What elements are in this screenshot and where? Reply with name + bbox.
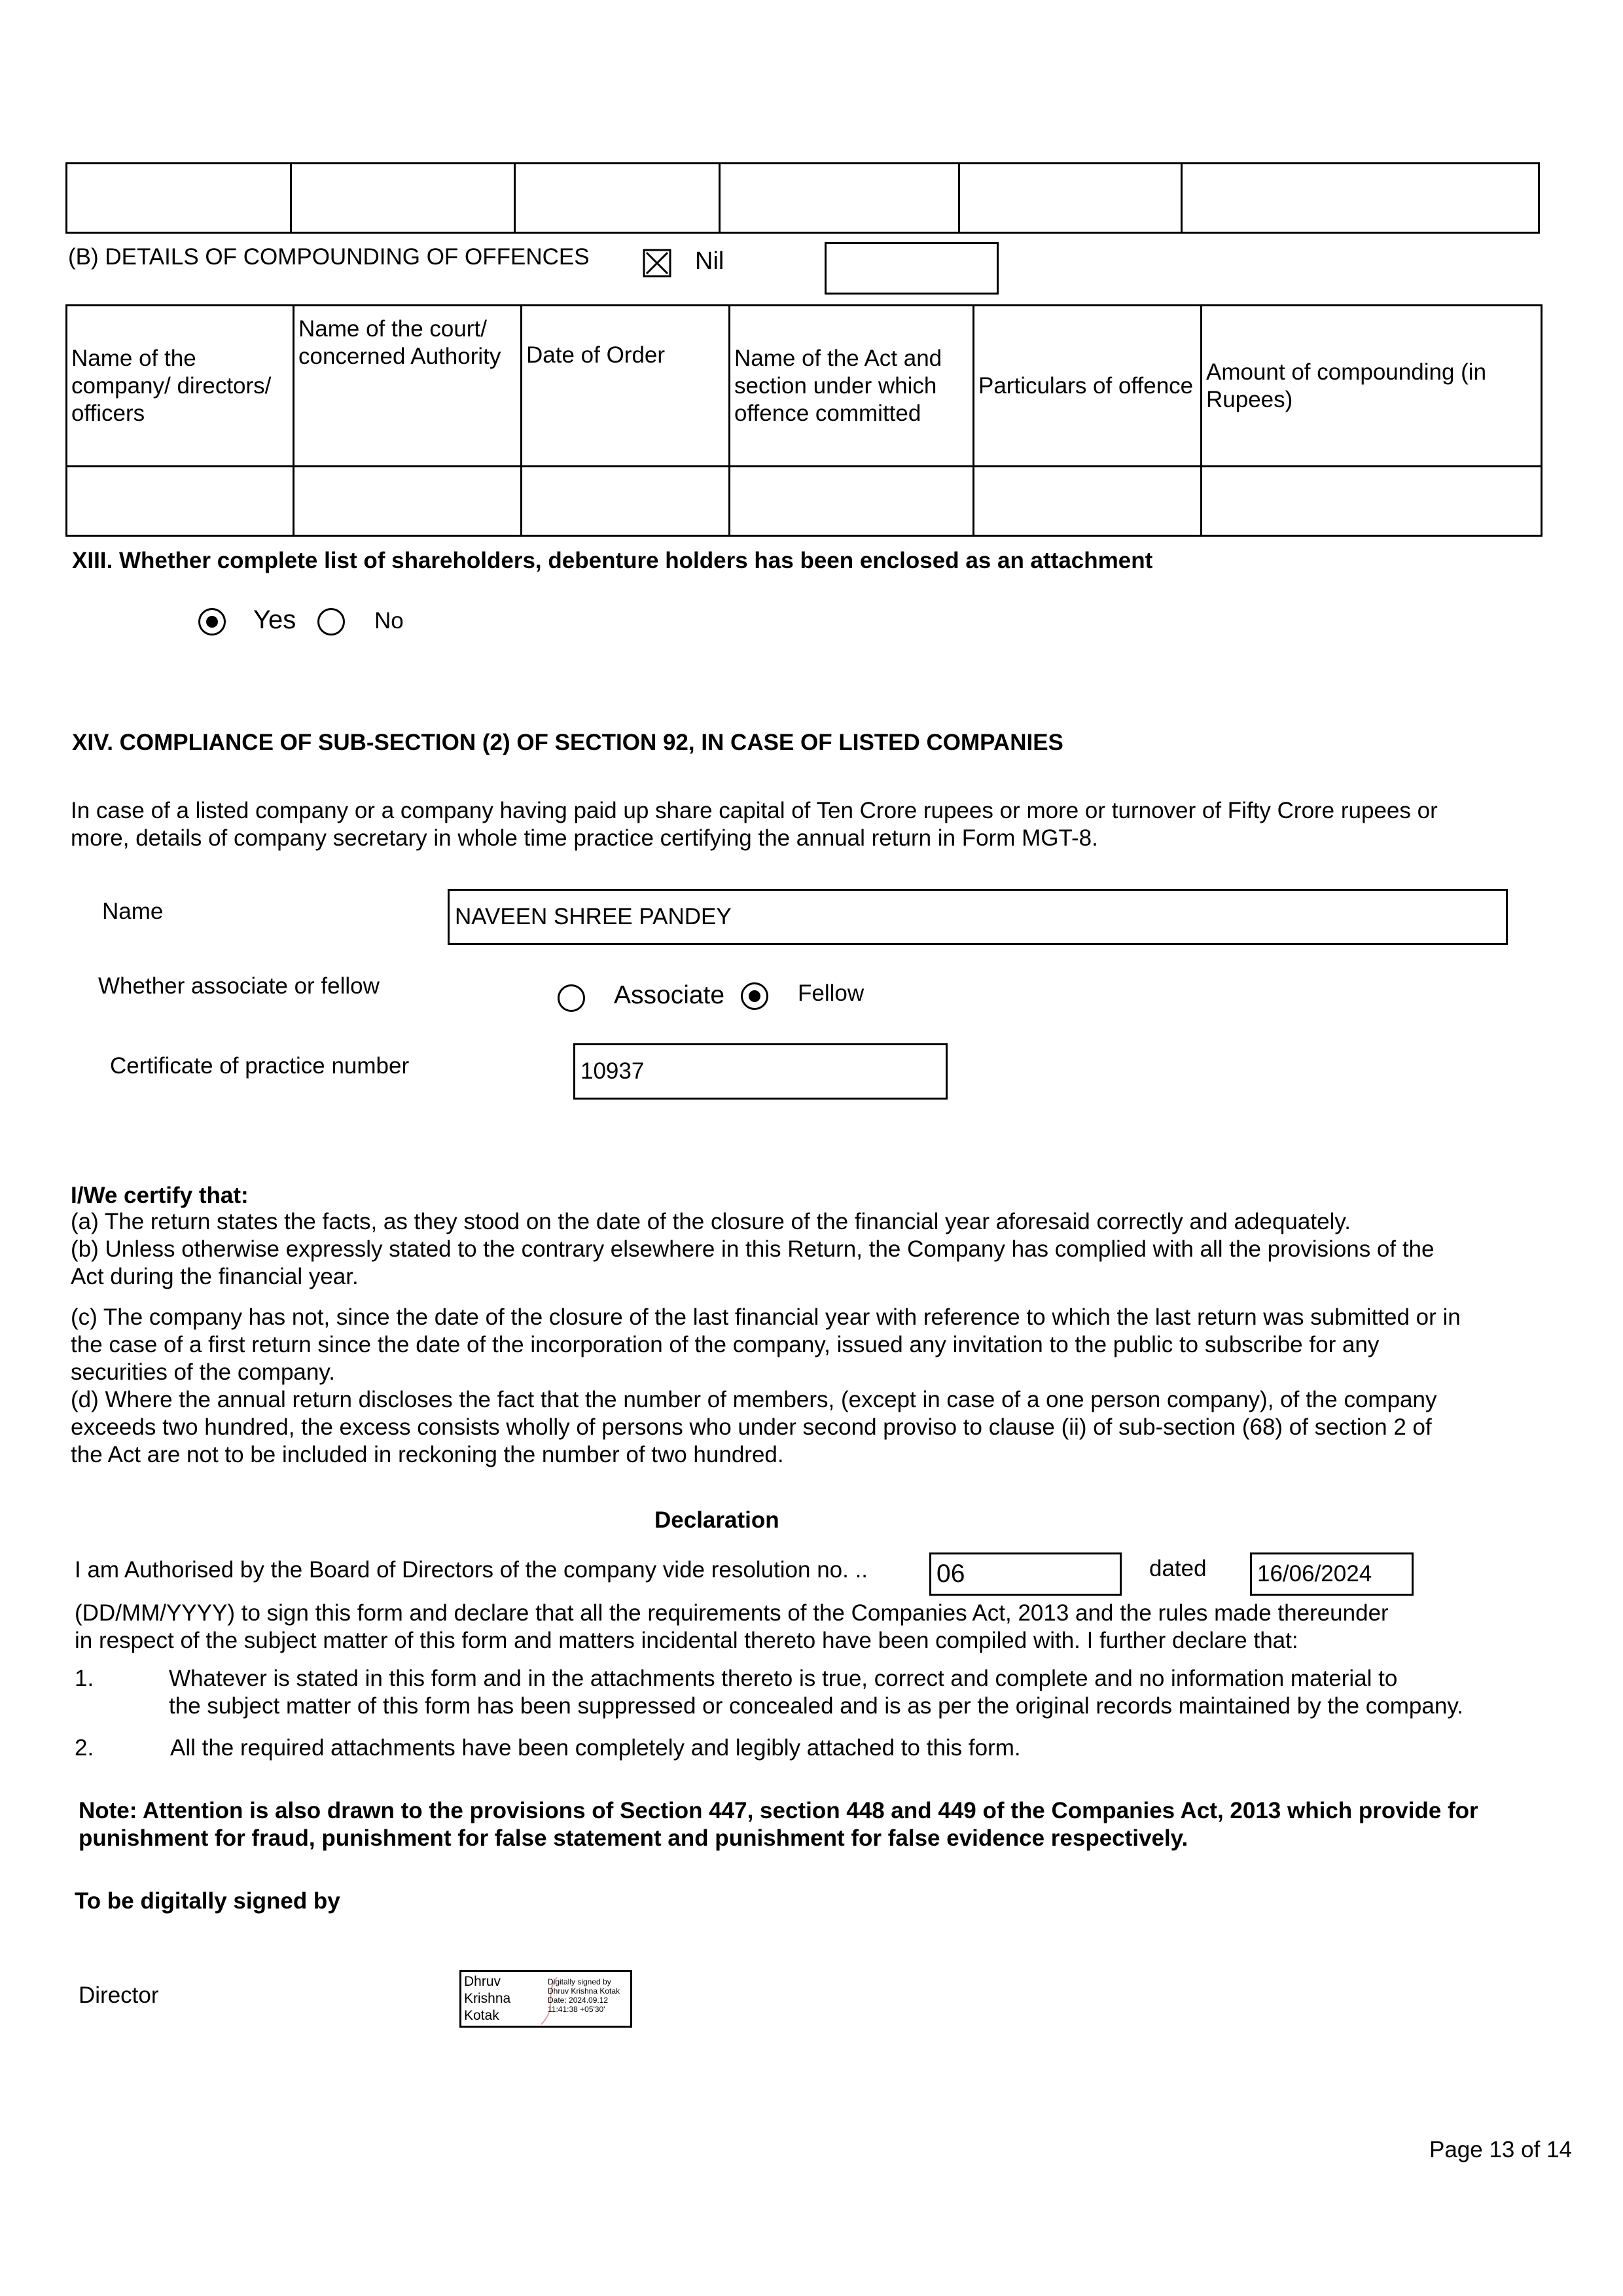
certify-d-1: (d) Where the annual return discloses the fact that the number of members, (except in case of a one person company), of the company xyxy=(71,1387,1437,1412)
declaration-heading: Declaration xyxy=(654,1507,779,1533)
signer-name-3: Kotak xyxy=(464,2008,499,2023)
column-header: Particulars of offence xyxy=(974,306,1202,467)
cop-label: Certificate of practice number xyxy=(110,1053,410,1079)
signature-detail-1: Digitally signed by xyxy=(548,1977,611,1986)
table-row xyxy=(67,467,1542,536)
dated-label: dated xyxy=(1149,1556,1207,1581)
note-line-2: punishment for fraud, punishment for false statement and punishment for false evidence respectively. xyxy=(79,1825,1188,1851)
director-label: Director xyxy=(79,1982,159,2008)
section-xiii-heading: XIII. Whether complete list of shareholders, debenture holders has been enclosed as an attachment xyxy=(72,548,1153,573)
name-value: NAVEEN SHREE PANDEY xyxy=(455,904,732,929)
section-xiv-intro-2: more, details of company secretary in whole time practice certifying the annual return in Form MGT-8. xyxy=(71,825,1098,851)
signer-name-2: Krishna xyxy=(464,1991,511,2006)
radio-fellow[interactable] xyxy=(741,982,768,1010)
note-line-1: Note: Attention is also drawn to the provisions of Section 447, section 448 and 449 of the Companies Act, 2013 which provide for xyxy=(79,1798,1478,1823)
nil-label: Nil xyxy=(695,247,724,275)
radio-no[interactable] xyxy=(317,608,345,636)
signature-detail-3: Date: 2024.09.12 xyxy=(548,1996,609,2005)
table-cell[interactable] xyxy=(1182,164,1539,233)
compounding-heading: (B) DETAILS OF COMPOUNDING OF OFFENCES xyxy=(68,244,590,270)
certify-a: (a) The return states the facts, as they stood on the date of the closure of the financial year aforesaid correctly and adequately. xyxy=(71,1209,1351,1234)
declaration-line-2: (DD/MM/YYYY) to sign this form and declare that all the requirements of the Companies Act, 2013 and the rules made thereunder xyxy=(75,1600,1389,1626)
compounding-count-field[interactable] xyxy=(825,242,999,295)
table-cell[interactable] xyxy=(730,467,974,536)
certify-b-2: Act during the financial year. xyxy=(71,1264,359,1289)
certify-b-1: (b) Unless otherwise expressly stated to the contrary elsewhere in this Return, the Company has complied with all the provisions of the xyxy=(71,1236,1435,1262)
table-cell[interactable] xyxy=(67,164,291,233)
column-header: Amount of compounding (in Rupees) xyxy=(1202,306,1542,467)
declaration-item-1-line-1: Whatever is stated in this form and in the attachments thereto is true, correct and complete and no information material to xyxy=(169,1666,1398,1691)
signature-detail-4: 11:41:38 +05'30' xyxy=(548,2005,605,2014)
table-cell[interactable] xyxy=(294,467,522,536)
signer-name-1: Dhruv xyxy=(464,1974,501,1989)
page-number: Page 13 of 14 xyxy=(1429,2137,1572,2162)
table-cell[interactable] xyxy=(1202,467,1542,536)
name-field[interactable] xyxy=(448,889,1508,945)
table-cell[interactable] xyxy=(959,164,1182,233)
date-value: 16/06/2024 xyxy=(1257,1561,1372,1587)
table-cell[interactable] xyxy=(974,467,1202,536)
cop-value: 10937 xyxy=(580,1058,645,1084)
column-header: Name of the company/ directors/ officers xyxy=(67,306,294,467)
compounding-table xyxy=(65,304,1543,537)
certify-d-2: exceeds two hundred, the excess consists wholly of persons who under second proviso to clause (ii) of sub-section (68) of section 2 of xyxy=(71,1414,1432,1440)
radio-associate[interactable] xyxy=(558,984,585,1012)
certify-c-1: (c) The company has not, since the date of the closure of the last financial year with reference to which the last return was submitted or in xyxy=(71,1304,1461,1330)
digitally-signed-heading: To be digitally signed by xyxy=(75,1888,340,1914)
digital-signature-stamp[interactable] xyxy=(459,1970,632,2028)
declaration-item-1-line-2: the subject matter of this form has been suppressed or concealed and is as per the original records maintained by the company. xyxy=(169,1693,1463,1719)
radio-no-label: No xyxy=(374,608,404,634)
section-xiv-heading: XIV. COMPLIANCE OF SUB-SECTION (2) OF SECTION 92, IN CASE OF LISTED COMPANIES xyxy=(72,730,1063,755)
date-field[interactable] xyxy=(1250,1552,1414,1596)
penalty-table-empty-row xyxy=(65,162,1540,234)
declaration-item-2-number: 2. xyxy=(75,1735,94,1761)
radio-yes[interactable] xyxy=(198,608,226,636)
certify-d-3: the Act are not to be included in reckoning the number of two hundred. xyxy=(71,1442,784,1467)
declaration-line-1: I am Authorised by the Board of Directors of the company vide resolution no. .. xyxy=(75,1557,868,1583)
resolution-no-value: 06 xyxy=(936,1560,965,1588)
declaration-line-3: in respect of the subject matter of this form and matters incidental thereto have been compiled with. I further declare that: xyxy=(75,1628,1298,1653)
table-cell[interactable] xyxy=(291,164,515,233)
assoc-fellow-label: Whether associate or fellow xyxy=(98,973,380,999)
column-header: Name of the Act and section under which offence committed xyxy=(730,306,974,467)
radio-associate-label: Associate xyxy=(614,981,725,1009)
table-cell[interactable] xyxy=(67,467,294,536)
column-header: Date of Order xyxy=(522,306,730,467)
declaration-item-2: All the required attachments have been completely and legibly attached to this form. xyxy=(170,1735,1021,1761)
resolution-no-field[interactable] xyxy=(929,1552,1122,1596)
compounding-header-row xyxy=(67,306,1542,467)
declaration-item-1-number: 1. xyxy=(75,1666,94,1691)
cop-field[interactable] xyxy=(573,1043,948,1100)
certify-c-2: the case of a first return since the date of the incorporation of the company, issued any invitation to the public to subscribe for any xyxy=(71,1332,1380,1357)
radio-fellow-label: Fellow xyxy=(798,980,865,1006)
radio-yes-label: Yes xyxy=(253,605,296,634)
checked-box-icon xyxy=(643,249,671,278)
section-xiv-intro-1: In case of a listed company or a company having paid up share capital of Ten Crore rupees or more or turnover of Fifty Crore rupees or xyxy=(71,798,1438,823)
certify-heading: I/We certify that: xyxy=(71,1183,249,1208)
table-cell[interactable] xyxy=(720,164,959,233)
name-label: Name xyxy=(102,899,164,924)
certify-c-3: securities of the company. xyxy=(71,1359,335,1385)
column-header: Name of the court/ concerned Authority xyxy=(294,306,522,467)
nil-checkbox[interactable] xyxy=(643,249,671,278)
signature-detail-2: Dhruv Krishna Kotak xyxy=(548,1986,620,1996)
table-cell[interactable] xyxy=(515,164,720,233)
table-cell[interactable] xyxy=(522,467,730,536)
